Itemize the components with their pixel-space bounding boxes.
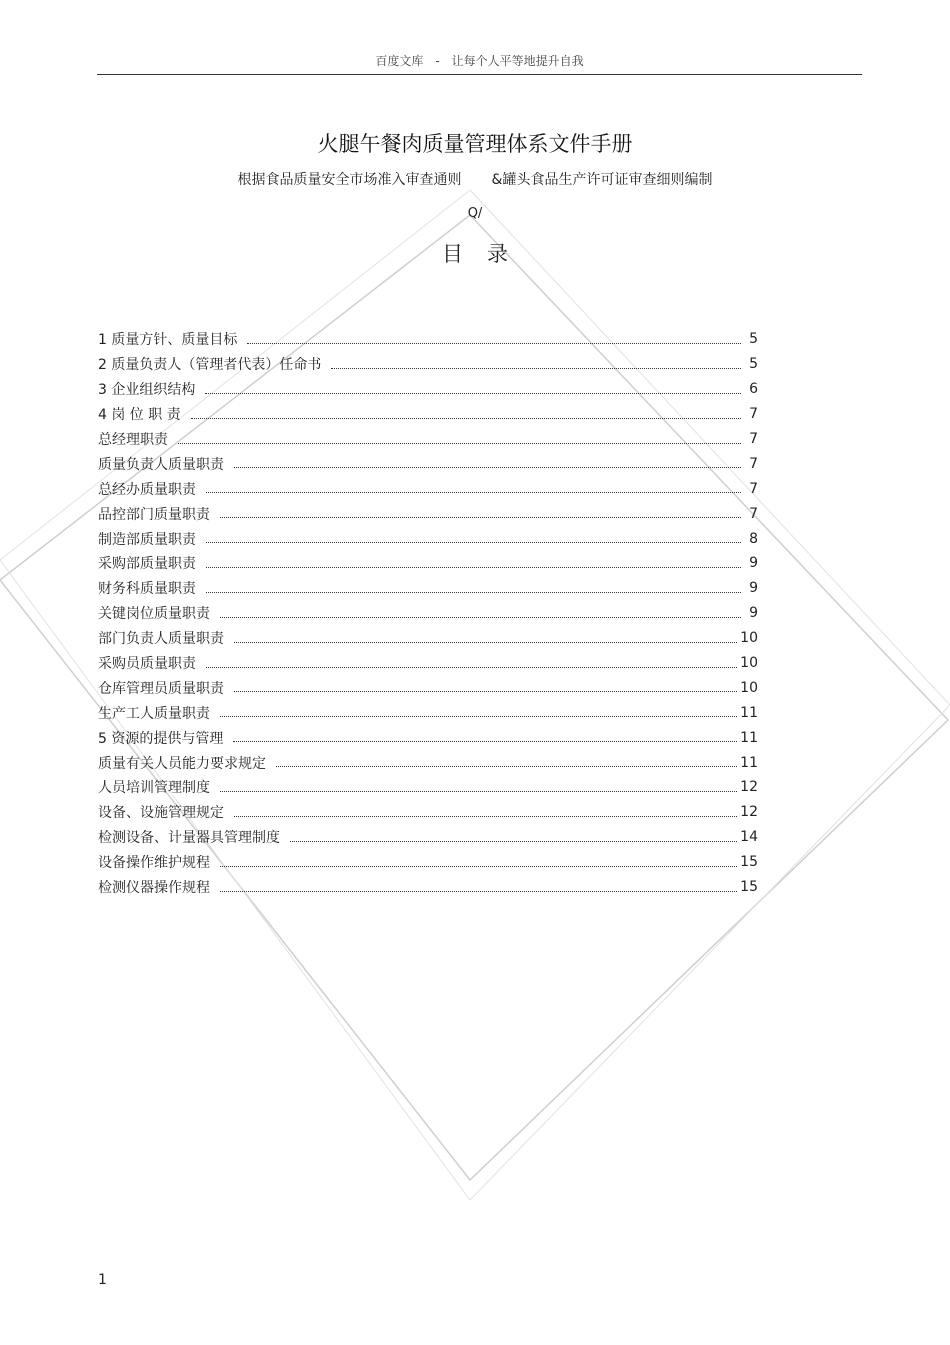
toc-leader-dots xyxy=(206,657,737,668)
toc-entry[interactable] xyxy=(98,352,758,377)
document-title: 火腿午餐肉质量管理体系文件手册 xyxy=(317,132,633,156)
toc-entry[interactable] xyxy=(98,875,758,900)
toc-entry-label: 生产工人质量职责 xyxy=(98,705,210,722)
toc-entry-page: 5 xyxy=(749,331,758,348)
toc-entry-label: 检测仪器操作规程 xyxy=(98,880,210,897)
toc-entry-label: 设备操作维护规程 xyxy=(98,855,210,872)
page-header xyxy=(97,52,862,75)
toc-entry-label: 品控部门质量职责 xyxy=(98,506,210,523)
toc-leader-dots xyxy=(234,632,737,643)
toc-entry-label: 仓库管理员质量职责 xyxy=(98,680,224,697)
toc-entry[interactable] xyxy=(98,825,758,850)
toc-leader-dots xyxy=(276,756,737,767)
toc-leader-dots xyxy=(205,383,741,394)
document-code: Q/ xyxy=(467,206,483,221)
toc-entry-label: 2 质量负责人（管理者代表）任命书 xyxy=(98,357,322,374)
toc-entry-label: 财务科质量职责 xyxy=(98,581,196,598)
toc-entry-label: 总经办质量职责 xyxy=(98,481,196,498)
toc-entry[interactable] xyxy=(98,800,758,825)
toc-leader-dots xyxy=(247,333,741,344)
toc-entry-page: 9 xyxy=(749,555,758,572)
toc-entry-page: 10 xyxy=(740,679,758,696)
toc-entry-label: 质量有关人员能力要求规定 xyxy=(98,755,266,772)
toc-entry-page: 7 xyxy=(749,480,758,497)
toc-entry-page: 12 xyxy=(740,779,758,796)
toc-entry-label: 5 资源的提供与管理 xyxy=(98,730,224,747)
toc-entry[interactable] xyxy=(98,675,758,700)
toc-entry-label: 质量负责人质量职责 xyxy=(98,456,224,473)
toc-entry[interactable] xyxy=(98,725,758,750)
toc-leader-dots xyxy=(233,731,737,742)
toc-entry[interactable] xyxy=(98,651,758,676)
page-number: 1 xyxy=(98,1272,107,1288)
toc-leader-dots xyxy=(220,781,737,792)
toc-leader-dots xyxy=(178,433,741,444)
toc-entry-page: 5 xyxy=(749,356,758,373)
toc-entry[interactable] xyxy=(98,601,758,626)
toc-leader-dots xyxy=(206,482,741,493)
toc-entry-label: 部门负责人质量职责 xyxy=(98,631,224,648)
toc-entry[interactable] xyxy=(98,626,758,651)
toc-leader-dots xyxy=(220,507,741,518)
toc-entry-page: 8 xyxy=(749,530,758,547)
subtitle-right: &罐头食品生产许可证审查细则编制 xyxy=(491,172,713,188)
toc-entry-label: 3 企业组织结构 xyxy=(98,382,196,399)
toc-entry-label: 检测设备、计量器具管理制度 xyxy=(98,830,280,847)
toc-leader-dots xyxy=(220,607,741,618)
toc-entry-page: 11 xyxy=(740,754,758,771)
toc-entry[interactable] xyxy=(98,576,758,601)
toc-leader-dots xyxy=(191,408,741,419)
toc-entry[interactable] xyxy=(98,402,758,427)
toc-entry-page: 15 xyxy=(740,879,758,896)
toc-entry-page: 9 xyxy=(749,605,758,622)
toc-entry[interactable] xyxy=(98,750,758,775)
toc-entry-label: 关键岗位质量职责 xyxy=(98,606,210,623)
toc-entry-label: 采购部质量职责 xyxy=(98,556,196,573)
toc-entry[interactable] xyxy=(98,377,758,402)
toc-leader-dots xyxy=(234,457,741,468)
toc-entry-page: 10 xyxy=(740,655,758,672)
toc-leader-dots xyxy=(206,582,741,593)
toc-entry[interactable] xyxy=(98,850,758,875)
toc-entry-label: 4 岗 位 职 责 xyxy=(98,407,181,424)
document-subtitle xyxy=(0,169,950,189)
toc-entry-page: 7 xyxy=(749,505,758,522)
toc-entry[interactable] xyxy=(98,700,758,725)
toc-entry[interactable] xyxy=(98,427,758,452)
toc-entry-label: 总经理职责 xyxy=(98,432,168,448)
subtitle-left: 根据食品质量安全市场准入审查通则 xyxy=(237,172,462,188)
toc-entry-label: 1 质量方针、质量目标 xyxy=(98,332,238,349)
toc-entry-page: 11 xyxy=(740,729,758,746)
toc-entry-page: 15 xyxy=(740,854,758,871)
toc-entry-page: 7 xyxy=(749,431,758,447)
toc-entry[interactable] xyxy=(98,451,758,476)
toc-leader-dots xyxy=(206,557,741,568)
toc-entry-page: 6 xyxy=(749,381,758,398)
toc-leader-dots xyxy=(234,806,737,817)
toc-entry-label: 人员培训管理制度 xyxy=(98,780,210,797)
toc-entry-page: 11 xyxy=(740,704,758,721)
toc-entry[interactable] xyxy=(98,476,758,501)
toc-entry-page: 9 xyxy=(749,580,758,597)
toc-entry-label: 设备、设施管理规定 xyxy=(98,805,224,822)
toc-leader-dots xyxy=(234,681,737,692)
toc-entry-page: 14 xyxy=(740,829,758,846)
toc-entry[interactable] xyxy=(98,551,758,576)
toc-leader-dots xyxy=(206,532,741,543)
toc-entry-page: 7 xyxy=(749,406,758,423)
header-text: 百度文库 - 让每个人平等地提升自我 xyxy=(375,54,584,68)
toc-entry[interactable] xyxy=(98,501,758,526)
toc-entry-label: 采购员质量职责 xyxy=(98,656,196,673)
toc-leader-dots xyxy=(290,831,737,842)
toc-entry-page: 12 xyxy=(740,804,758,821)
toc-entry[interactable] xyxy=(98,526,758,551)
toc-leader-dots xyxy=(220,881,737,892)
toc-entry[interactable] xyxy=(98,775,758,800)
toc-entry-label: 制造部质量职责 xyxy=(98,531,196,548)
toc-leader-dots xyxy=(220,706,737,717)
toc-leader-dots xyxy=(220,856,737,867)
toc-entry-page: 10 xyxy=(740,630,758,647)
toc-heading: 目录 xyxy=(442,242,532,266)
toc-entry[interactable] xyxy=(98,327,758,352)
toc-leader-dots xyxy=(331,358,741,369)
table-of-contents xyxy=(98,327,758,899)
toc-entry-page: 7 xyxy=(749,455,758,472)
